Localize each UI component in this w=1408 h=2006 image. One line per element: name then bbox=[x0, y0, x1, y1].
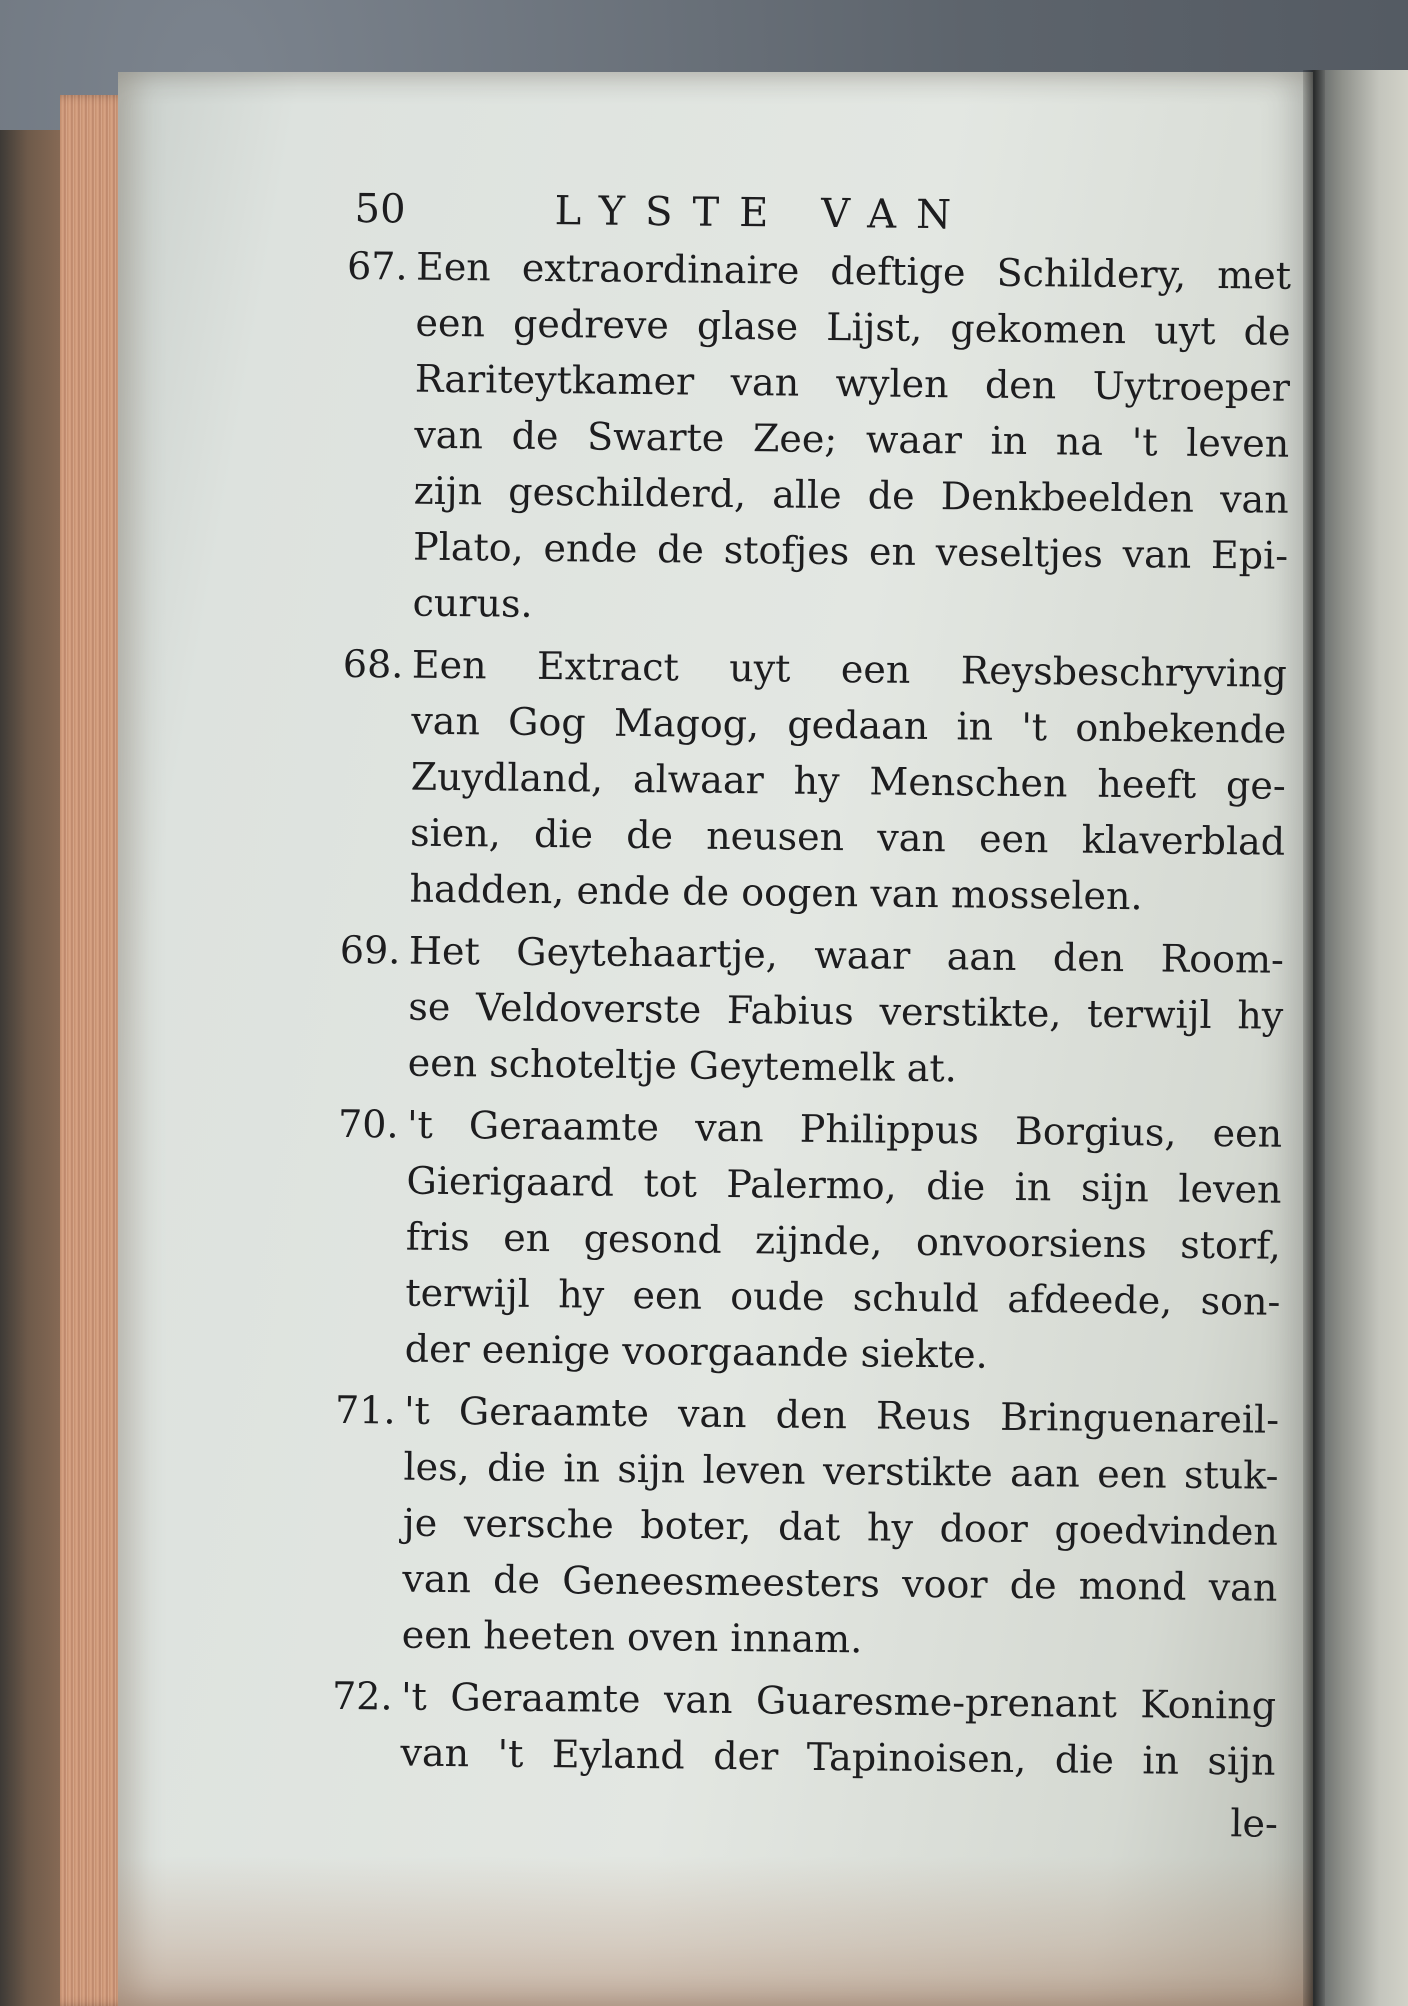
entry-line: der eenige voorgaande siekte. bbox=[404, 1326, 988, 1377]
entry-number: 68. bbox=[342, 641, 404, 687]
entry-line: se Veldoverste Fabius verstikte, terwijl hy bbox=[408, 984, 1284, 1038]
catchword: le- bbox=[1230, 1801, 1279, 1846]
list-entry-72 bbox=[331, 1668, 1279, 1790]
list-entry-70 bbox=[337, 1096, 1285, 1386]
entry-line: van de Swarte Zee; waar in na 't leven bbox=[414, 412, 1290, 466]
entry-line: van de Geneesmeesters voor de mond van bbox=[402, 1556, 1278, 1610]
entry-line: Het Geytehaartje, waar aan den Room- bbox=[408, 928, 1285, 982]
entry-line: hadden, ende de oogen van mosselen. bbox=[409, 866, 1143, 919]
entry-line: fris en gesond zijnde, onvoorsiens storf, bbox=[405, 1214, 1282, 1268]
page-text bbox=[331, 180, 1295, 1852]
entry-line: terwijl hy een oude schuld afdeede, son- bbox=[405, 1270, 1281, 1324]
entry-line: Een Extract uyt een Reysbeschryving bbox=[411, 642, 1288, 696]
entry-number: 72. bbox=[331, 1673, 393, 1719]
entry-line: van 't Eyland der Tapinoisen, die in sijn bbox=[400, 1730, 1276, 1784]
entry-line: les, die in sijn leven verstikte aan een stuk- bbox=[403, 1444, 1279, 1498]
entry-number: 70. bbox=[337, 1101, 399, 1147]
entry-line: Gierigaard tot Palermo, die in sijn leven bbox=[406, 1158, 1282, 1212]
page-number: 50 bbox=[354, 185, 406, 233]
entry-line: curus. bbox=[412, 580, 533, 626]
entry-line: Een extraordinaire deftige Schildery, met bbox=[415, 244, 1292, 298]
running-header bbox=[354, 180, 1295, 248]
facing-page bbox=[1313, 70, 1408, 2006]
entry-line: zijn geschilderd, alle de Denkbeelden van bbox=[413, 468, 1289, 522]
running-title: LYSTE VAN bbox=[554, 188, 972, 239]
entry-line: 't Geraamte van Guaresme-prenant Koning bbox=[400, 1674, 1277, 1728]
entry-line: van Gog Magog, gedaan in 't onbekende bbox=[411, 698, 1287, 752]
entry-number: 69. bbox=[339, 927, 401, 973]
list-entry-67 bbox=[346, 238, 1294, 640]
entry-line: een gedreve glase Lijst, gekomen uyt de bbox=[415, 300, 1291, 354]
entry-line: een heeten oven innam. bbox=[401, 1612, 863, 1662]
entry-line: een schoteltje Geytemelk at. bbox=[407, 1040, 958, 1091]
list-entry-71 bbox=[334, 1382, 1282, 1672]
list-entry-68 bbox=[342, 636, 1290, 926]
entry-line: je versche boter, dat hy door goedvinden bbox=[402, 1500, 1279, 1554]
entry-number: 67. bbox=[346, 243, 408, 289]
list-entry-69 bbox=[339, 922, 1287, 1100]
entry-line: sien, die de neusen van een klaverblad bbox=[409, 810, 1286, 864]
entry-line: Plato, ende de stofjes en veseltjes van Epi- bbox=[412, 524, 1289, 578]
entry-number: 71. bbox=[334, 1387, 396, 1433]
entry-line: Rariteytkamer van wylen den Uytroeper bbox=[414, 356, 1291, 410]
entry-line: 't Geraamte van den Reus Bringuenareil- bbox=[403, 1388, 1280, 1442]
entry-line: Zuydland, alwaar hy Menschen heeft ge- bbox=[410, 754, 1286, 808]
entry-line: 't Geraamte van Philippus Borgius, een bbox=[406, 1102, 1283, 1156]
book-gutter bbox=[1303, 70, 1325, 2006]
